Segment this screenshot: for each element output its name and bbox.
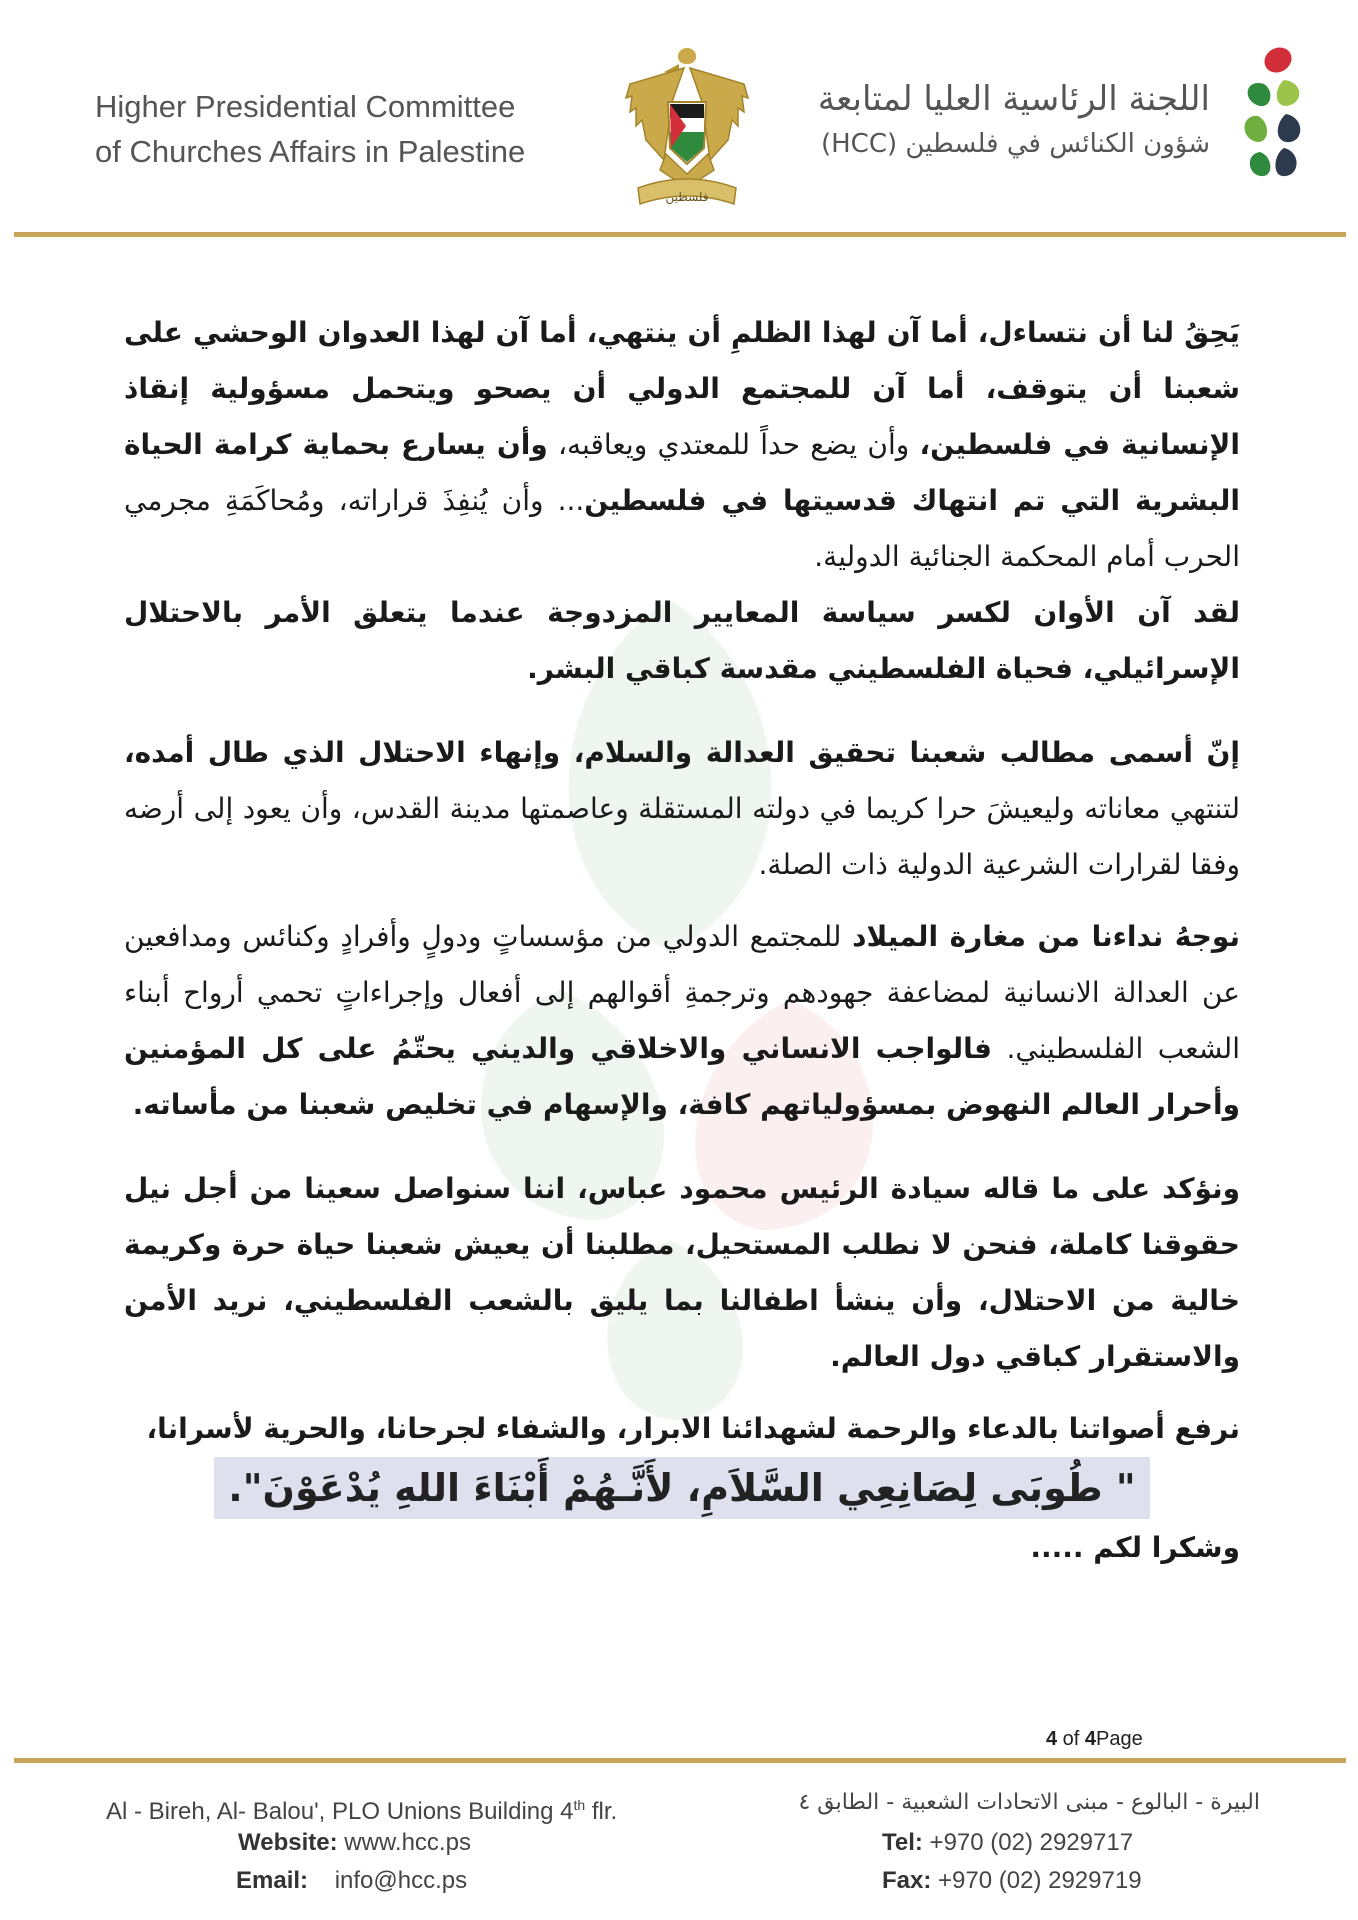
org-name-english [95,84,525,174]
page-number [1046,1728,1143,1751]
quote-line [124,1457,1240,1520]
website-label: Website: [238,1829,338,1856]
address-en-end: flr. [585,1798,618,1825]
email-link[interactable]: info@hcc.ps [334,1867,468,1894]
footer-email [236,1862,467,1900]
letter-body [124,305,1240,1576]
address-en-sup: th [573,1797,586,1813]
website-link[interactable]: www.hcc.ps [337,1829,471,1856]
page-suffix: Page [1096,1728,1143,1750]
page-total: 4 [1084,1728,1097,1750]
paragraph-1-regular-b: وأن يضع حداً للمعتدي ويعاقبه، [547,428,920,461]
org-name-ar-line2: شؤون الكنائس في فلسطين (HCC) [820,129,1210,159]
org-name-arabic [818,74,1210,164]
emblem-label: فلسطين [665,190,709,204]
paragraph-4-bold-c: فالواجب الانساني والاخلاقي والديني يحتّمُ على كل المؤمنين وأحرار العالم النهوض بمسؤولياتهم كافة، والإسهام في تخليص شعبنا من مأساته. [124,1032,1240,1121]
org-name-ar-line1: اللجنة الرئاسية العليا لمتابعة [817,79,1210,119]
paragraph-2: لقد آن الأوان لكسر سياسة المعايير المزدوجة عندما يتعلق الأمر بالاحتلال الإسرائيلي، فحياة الفلسطيني مقدسة كباقي البشر. [124,596,1240,685]
paragraph-1-bold-c: وأن يسارع بحماية كرامة الحياة البشرية التي تم انتهاك قدسيتها في فلسطين [124,428,1241,517]
paragraph-5: ونؤكد على ما قاله سيادة الرئيس محمود عباس، اننا سنواصل سعينا من أجل نيل حقوقنا كاملة، فنحن لا نطلب المستحيل، مطلبنا أن يعيش شعبنا حياة حرة وكريمة خالية من الاحتلال، وأن ينشأ اطفالنا بما يليق بالشعب الفلسطيني، نريد الأمن والاستقرار كباقي دول العالم. [124,1172,1240,1373]
paragraph-6: نرفع أصواتنا بالدعاء والرحمة لشهدائنا الابرار، والشفاء لجرحانا، والحرية لأسرانا، [146,1412,1240,1445]
org-name-en-line1: Higher Presidential Committee [95,89,516,124]
palestine-eagle-emblem-icon [624,42,750,212]
paragraph-4-regular-b: للمجتمع الدولي من مؤسساتٍ ودولٍ وأفرادٍ وكنائس ومدافعين عن العدالة الانسانية لمضاعفة جهودهم وترجمةِ أقوالهم إلى أفعال وإجراءاتٍ تحمي أرواح أبناء الشعب الفلسطيني. [124,920,1240,1065]
tel-label: Tel: [882,1829,923,1856]
paragraph-1-regular-d: ... وأن يُنفِذَ قراراته، ومُحاكَمَةِ مجرمي الحرب أمام المحكمة الجنائية الدولية. [124,484,1240,573]
paragraph-3-bold-a: إنّ أسمى مطالب شعبنا تحقيق العدالة والسلام، وإنهاء الاحتلال الذي طال أمده، [124,736,1240,769]
tel-value: +970 (02) 2929717 [922,1829,1134,1856]
paragraph-4-bold-a: نوجهُ نداءنا من مغارة الميلاد [852,920,1240,953]
hcc-leaf-logo-icon [1238,44,1308,194]
header-divider [14,232,1346,237]
page-current: 4 [1046,1728,1058,1750]
footer-website [238,1824,471,1862]
footer-divider [14,1758,1346,1763]
fax-label: Fax: [882,1867,932,1894]
letterhead [0,0,1358,240]
fax-value: +970 (02) 2929719 [931,1867,1142,1894]
highlighted-quote: " طُوبَى لِصَانِعِي السَّلاَمِ، لأَنَّـهُمْ أَبْنَاءَ اللهِ يُدْعَوْنَ". [214,1457,1149,1519]
footer-fax [882,1862,1142,1900]
closing-thanks: وشكرا لكم ..... [1030,1531,1240,1564]
email-label: Email: [236,1867,309,1894]
footer-address-arabic: البيرة - البالوع - مبنى الاتحادات الشعبية - الطابق ٤ [798,1790,1260,1815]
paragraph-3 [124,725,1240,893]
paragraph-4 [124,909,1240,1133]
paragraph-1-bold-a: يَحِقُ لنا أن نتساءل، أما آن لهذا الظلمِ أن ينتهي، أما آن لهذا العدوان الوحشي على شعبنا أن يتوقف، أما آن للمجتمع الدولي أن يصحو ويتحمل مسؤولية إنقاذ الإنسانية في فلسطين، [124,316,1240,461]
address-en-text: Al - Bireh, Al- Balou', PLO Unions Building 4 [106,1798,574,1825]
page-of: of [1057,1728,1085,1750]
org-name-en-line2: of Churches Affairs in Palestine [95,134,526,169]
footer-telephone [882,1824,1133,1862]
paragraph-3-regular-b: لتنتهي معاناته وليعيشَ حرا كريما في دولته المستقلة وعاصمتها مدينة القدس، وأن يعود إلى أرضه وفقا لقرارات الشرعية الدولية ذات الصلة. [124,792,1240,881]
paragraph-1 [124,305,1240,585]
